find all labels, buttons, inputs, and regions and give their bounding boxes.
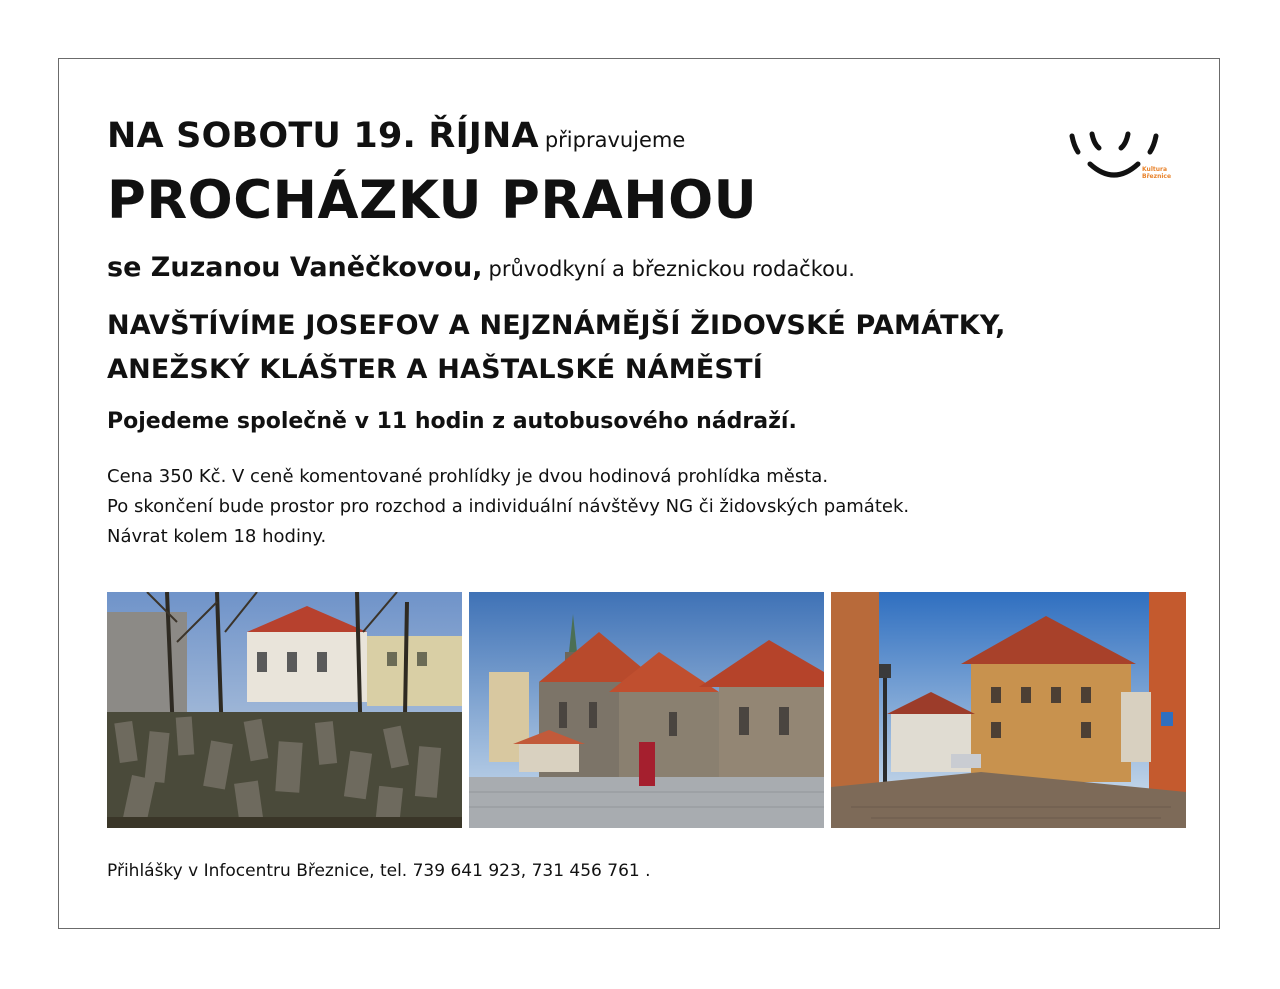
photo-agnes-convent xyxy=(469,592,824,828)
visit-line-1: NAVŠTÍVÍME JOSEFOV A NEJZNÁMĚJŠÍ ŽIDOVSKÉ PAMÁTKY, xyxy=(107,310,1006,341)
registration-info: Přihlášky v Infocentru Březnice, tel. 739 641 923, 731 456 761 . xyxy=(107,861,651,881)
logo-text-line2: Březnice xyxy=(1142,173,1172,180)
photo-hastal-square xyxy=(831,592,1186,828)
guide-name: se Zuzanou Vaněčkovou, xyxy=(107,252,483,283)
guide-line xyxy=(107,252,855,283)
info-line-return: Návrat kolem 18 hodiny. xyxy=(107,526,327,547)
info-line-price: Cena 350 Kč. V ceně komentované prohlídky je dvou hodinová prohlídka města. xyxy=(107,466,829,487)
event-date: NA SOBOTU 19. ŘÍJNA xyxy=(107,116,539,156)
departure-info: Pojedeme společně v 11 hodin z autobusového nádraží. xyxy=(107,409,797,434)
info-line-free-time: Po skončení bude prostor pro rozchod a individuální návštěvy NG či židovských památek. xyxy=(107,496,910,517)
visit-line-2: ANEŽSKÝ KLÁŠTER A HAŠTALSKÉ NÁMĚSTÍ xyxy=(107,354,763,385)
guide-description: průvodkyní a březnickou rodačkou. xyxy=(488,257,855,281)
event-title: PROCHÁZKU PRAHOU xyxy=(107,170,758,231)
logo-text xyxy=(1142,166,1171,180)
date-line xyxy=(107,116,685,156)
date-suffix: připravujeme xyxy=(544,128,686,152)
logo-text-line1: Kultura xyxy=(1142,166,1168,173)
photo-jewish-cemetery xyxy=(107,592,462,828)
info-block xyxy=(107,462,909,552)
